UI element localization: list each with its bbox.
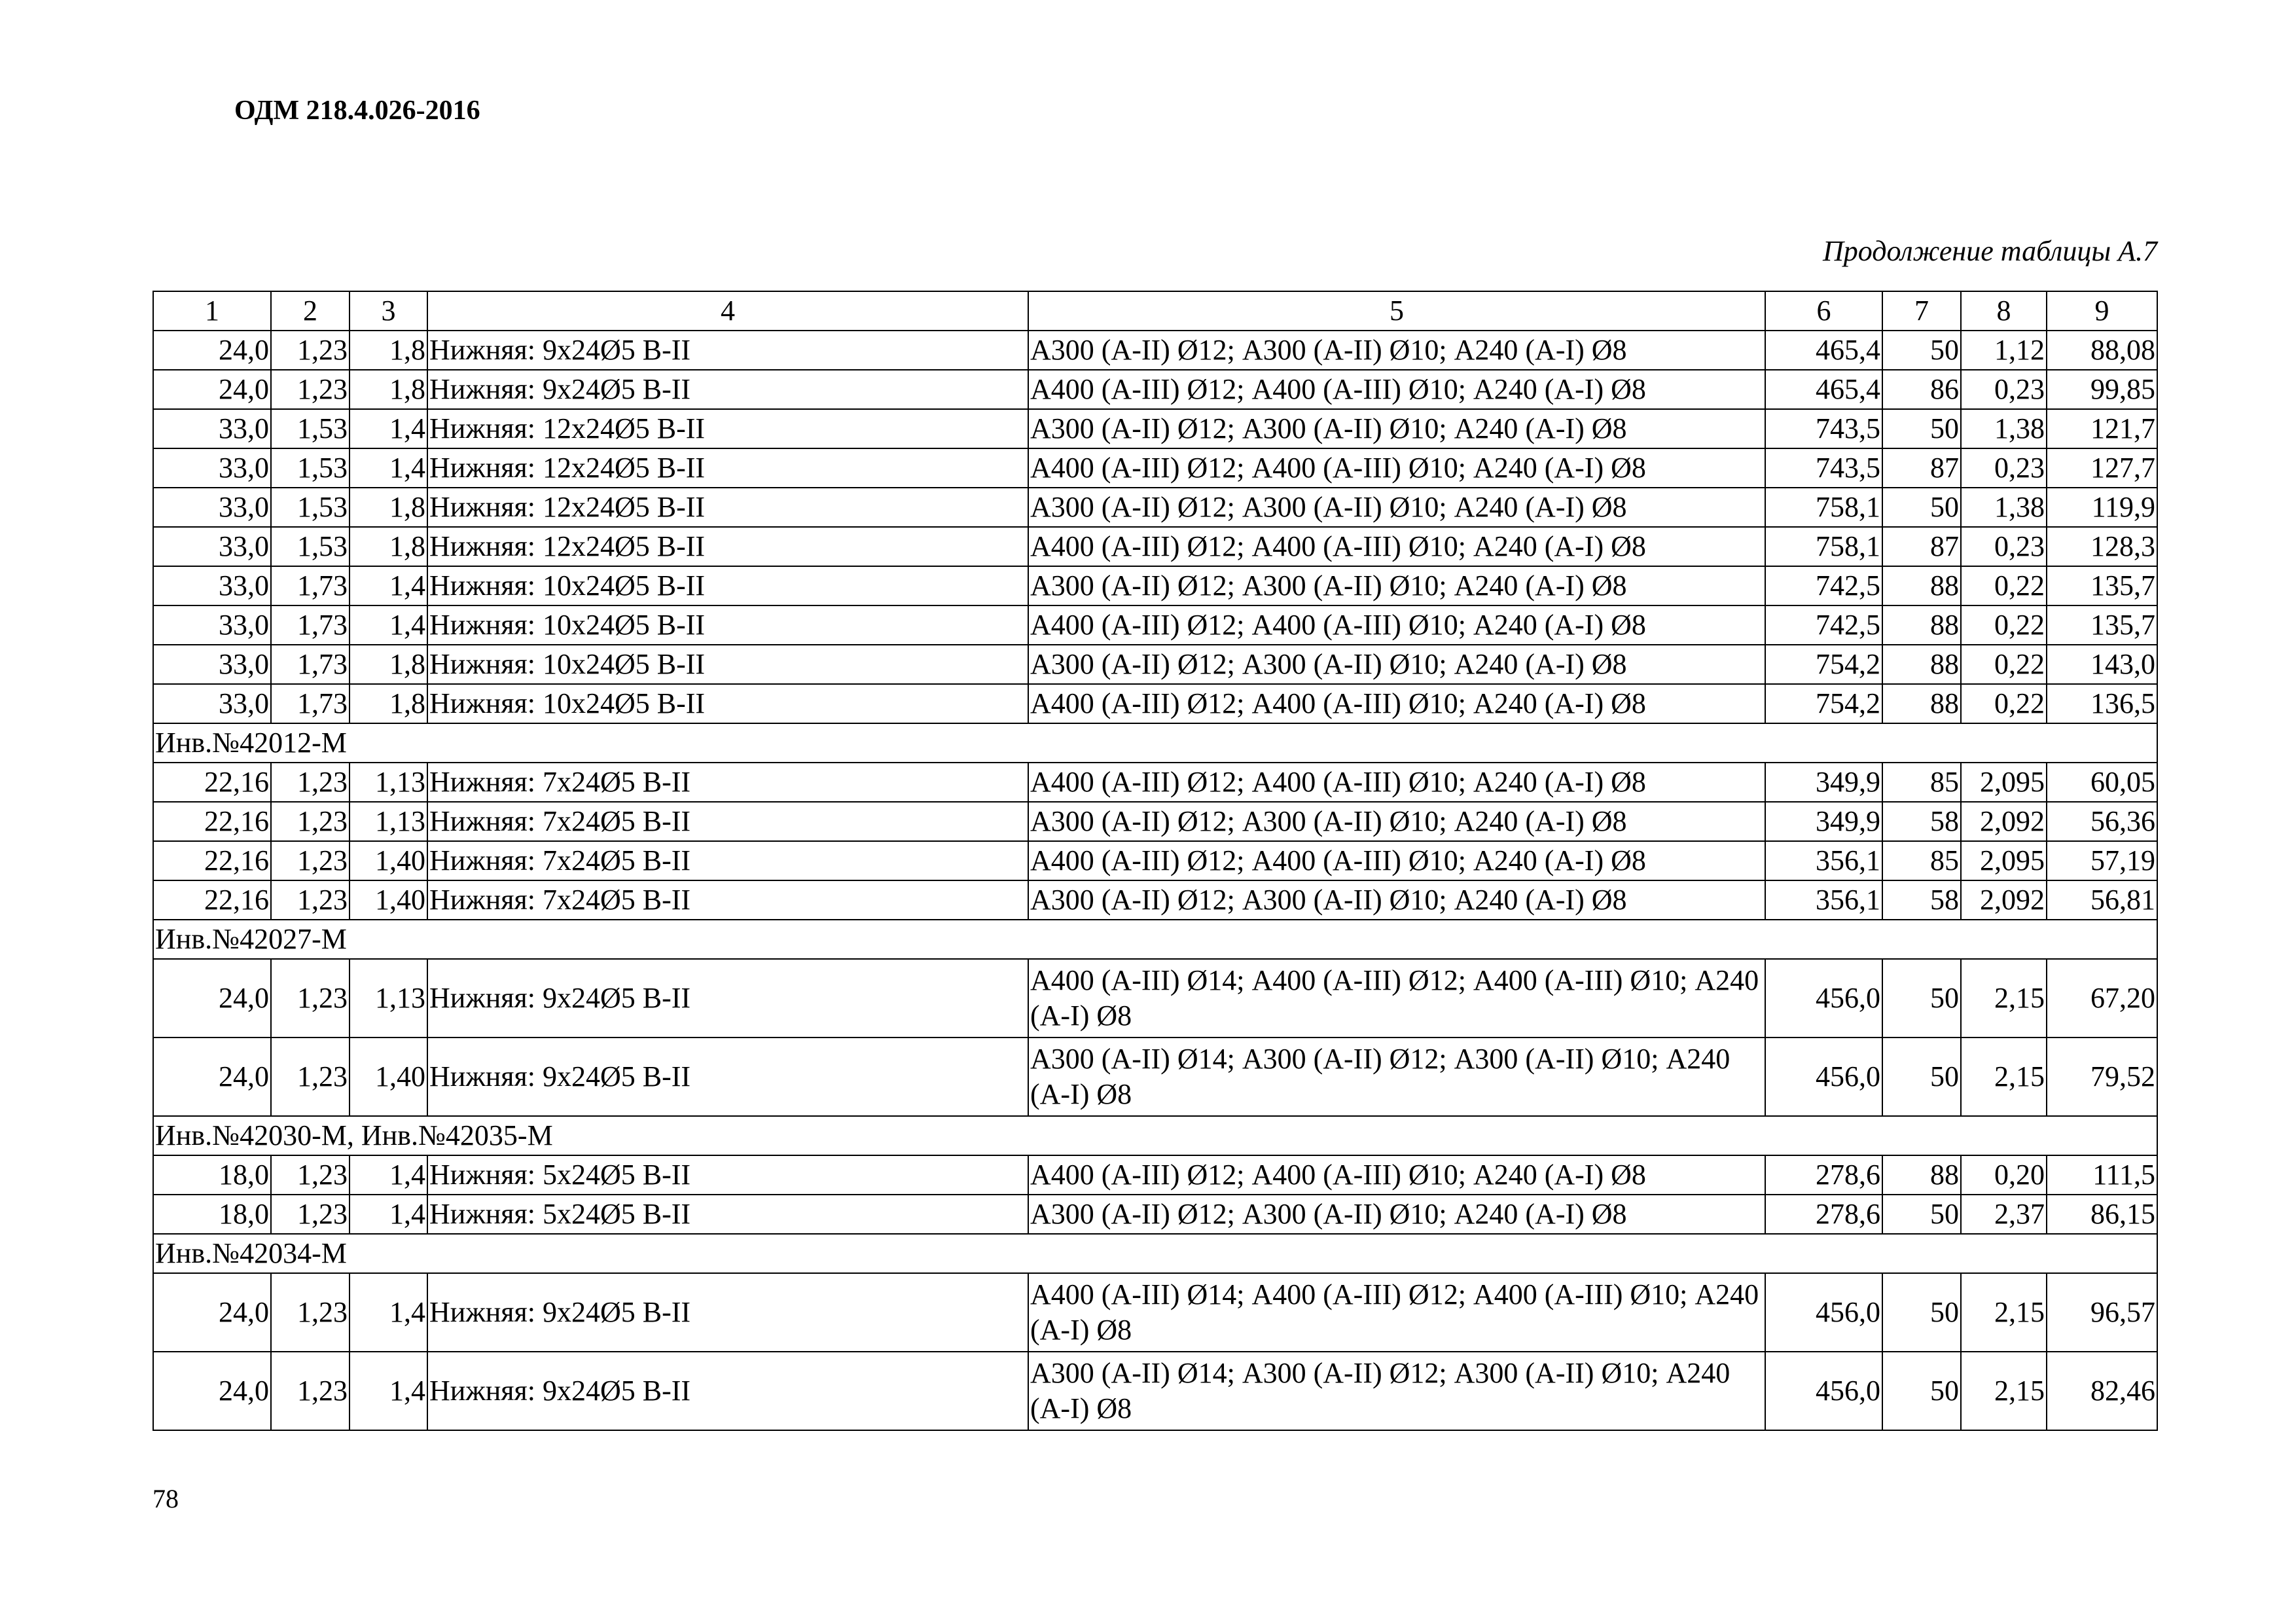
cell-span: 33,0 — [153, 645, 271, 684]
cell-bottom-reinforcement: Нижняя: 9x24Ø5 B-II — [427, 331, 1028, 370]
cell-ratio: 1,8 — [350, 684, 427, 723]
cell-value-9: 86,15 — [2047, 1195, 2157, 1234]
column-number-header: 9 — [2047, 291, 2157, 331]
cell-value-8: 1,12 — [1961, 331, 2047, 370]
cell-value-6: 743,5 — [1765, 409, 1882, 448]
table-row — [153, 605, 2157, 645]
cell-bottom-reinforcement: Нижняя: 9x24Ø5 B-II — [427, 1352, 1028, 1430]
cell-rebar-classes: А400 (А-III) Ø12; А400 (А-III) Ø10; А240 (А-I) Ø8 — [1028, 370, 1765, 409]
cell-span: 33,0 — [153, 448, 271, 488]
cell-value-6: 758,1 — [1765, 488, 1882, 527]
cell-value-7: 88 — [1882, 1155, 1961, 1195]
cell-value-8: 2,15 — [1961, 1273, 2047, 1352]
cell-rebar-classes: А400 (А-III) Ø12; А400 (А-III) Ø10; А240 (А-I) Ø8 — [1028, 841, 1765, 880]
table-row — [153, 1352, 2157, 1430]
cell-ratio: 1,13 — [350, 802, 427, 841]
cell-rebar-classes: А300 (А-II) Ø14; А300 (А-II) Ø12; А300 (А-II) Ø10; А240 (А-I) Ø8 — [1028, 1038, 1765, 1116]
cell-bottom-reinforcement: Нижняя: 9x24Ø5 B-II — [427, 1038, 1028, 1116]
cell-value-8: 0,23 — [1961, 527, 2047, 566]
cell-value-8: 2,092 — [1961, 802, 2047, 841]
cell-height: 1,23 — [271, 1195, 350, 1234]
table-row — [153, 409, 2157, 448]
cell-height: 1,53 — [271, 488, 350, 527]
cell-value-9: 56,81 — [2047, 880, 2157, 920]
cell-bottom-reinforcement: Нижняя: 12x24Ø5 B-II — [427, 488, 1028, 527]
cell-rebar-classes: А300 (А-II) Ø12; А300 (А-II) Ø10; А240 (А-I) Ø8 — [1028, 566, 1765, 605]
cell-rebar-classes: А300 (А-II) Ø12; А300 (А-II) Ø10; А240 (А-I) Ø8 — [1028, 802, 1765, 841]
cell-value-7: 50 — [1882, 409, 1961, 448]
cell-span: 33,0 — [153, 605, 271, 645]
column-number-header: 8 — [1961, 291, 2047, 331]
cell-value-8: 0,22 — [1961, 684, 2047, 723]
table-row — [153, 1273, 2157, 1352]
cell-height: 1,73 — [271, 645, 350, 684]
cell-value-8: 0,20 — [1961, 1155, 2047, 1195]
cell-ratio: 1,4 — [350, 1195, 427, 1234]
cell-value-6: 356,1 — [1765, 880, 1882, 920]
cell-height: 1,23 — [271, 331, 350, 370]
cell-bottom-reinforcement: Нижняя: 12x24Ø5 B-II — [427, 448, 1028, 488]
cell-value-6: 456,0 — [1765, 959, 1882, 1038]
cell-value-7: 86 — [1882, 370, 1961, 409]
cell-span: 33,0 — [153, 488, 271, 527]
cell-ratio: 1,40 — [350, 1038, 427, 1116]
cell-value-8: 0,22 — [1961, 605, 2047, 645]
page-number: 78 — [152, 1484, 179, 1513]
cell-value-9: 119,9 — [2047, 488, 2157, 527]
group-header-row — [153, 723, 2157, 763]
group-label: Инв.№42027-М — [153, 920, 2157, 959]
cell-value-7: 85 — [1882, 841, 1961, 880]
cell-bottom-reinforcement: Нижняя: 10x24Ø5 B-II — [427, 684, 1028, 723]
cell-value-7: 50 — [1882, 1352, 1961, 1430]
cell-value-7: 88 — [1882, 566, 1961, 605]
cell-rebar-classes: А400 (А-III) Ø12; А400 (А-III) Ø10; А240 (А-I) Ø8 — [1028, 1155, 1765, 1195]
group-label: Инв.№42012-М — [153, 723, 2157, 763]
cell-value-6: 754,2 — [1765, 684, 1882, 723]
cell-height: 1,23 — [271, 1273, 350, 1352]
cell-ratio: 1,8 — [350, 488, 427, 527]
cell-value-9: 56,36 — [2047, 802, 2157, 841]
cell-height: 1,53 — [271, 527, 350, 566]
cell-value-7: 50 — [1882, 331, 1961, 370]
cell-span: 24,0 — [153, 1038, 271, 1116]
cell-value-7: 50 — [1882, 488, 1961, 527]
cell-rebar-classes: А300 (А-II) Ø12; А300 (А-II) Ø10; А240 (А-I) Ø8 — [1028, 331, 1765, 370]
cell-ratio: 1,40 — [350, 841, 427, 880]
cell-value-8: 2,15 — [1961, 1038, 2047, 1116]
cell-value-7: 50 — [1882, 1038, 1961, 1116]
cell-rebar-classes: А400 (А-III) Ø12; А400 (А-III) Ø10; А240 (А-I) Ø8 — [1028, 527, 1765, 566]
cell-bottom-reinforcement: Нижняя: 5x24Ø5 B-II — [427, 1195, 1028, 1234]
cell-value-7: 50 — [1882, 959, 1961, 1038]
cell-ratio: 1,8 — [350, 645, 427, 684]
cell-rebar-classes: А300 (А-II) Ø12; А300 (А-II) Ø10; А240 (А-I) Ø8 — [1028, 409, 1765, 448]
table-row — [153, 448, 2157, 488]
cell-value-7: 50 — [1882, 1273, 1961, 1352]
column-number-header: 4 — [427, 291, 1028, 331]
cell-value-9: 79,52 — [2047, 1038, 2157, 1116]
table-row — [153, 1195, 2157, 1234]
cell-ratio: 1,13 — [350, 763, 427, 802]
cell-span: 18,0 — [153, 1195, 271, 1234]
cell-span: 33,0 — [153, 566, 271, 605]
cell-rebar-classes: А400 (А-III) Ø12; А400 (А-III) Ø10; А240 (А-I) Ø8 — [1028, 605, 1765, 645]
cell-span: 22,16 — [153, 841, 271, 880]
cell-ratio: 1,13 — [350, 959, 427, 1038]
group-header-row — [153, 1116, 2157, 1155]
cell-value-8: 0,22 — [1961, 566, 2047, 605]
cell-bottom-reinforcement: Нижняя: 9x24Ø5 B-II — [427, 370, 1028, 409]
cell-value-8: 2,095 — [1961, 841, 2047, 880]
cell-value-9: 127,7 — [2047, 448, 2157, 488]
cell-bottom-reinforcement: Нижняя: 7x24Ø5 B-II — [427, 763, 1028, 802]
cell-value-8: 2,092 — [1961, 880, 2047, 920]
cell-value-6: 758,1 — [1765, 527, 1882, 566]
cell-value-9: 96,57 — [2047, 1273, 2157, 1352]
cell-value-6: 349,9 — [1765, 763, 1882, 802]
cell-value-7: 87 — [1882, 448, 1961, 488]
table-body — [153, 291, 2157, 1430]
cell-value-7: 87 — [1882, 527, 1961, 566]
table-row — [153, 802, 2157, 841]
table-row — [153, 959, 2157, 1038]
cell-rebar-classes: А300 (А-II) Ø12; А300 (А-II) Ø10; А240 (А-I) Ø8 — [1028, 880, 1765, 920]
group-header-row — [153, 1234, 2157, 1273]
table-row — [153, 763, 2157, 802]
cell-value-6: 754,2 — [1765, 645, 1882, 684]
cell-value-9: 88,08 — [2047, 331, 2157, 370]
cell-value-8: 0,23 — [1961, 370, 2047, 409]
cell-span: 33,0 — [153, 527, 271, 566]
cell-value-9: 121,7 — [2047, 409, 2157, 448]
cell-value-7: 50 — [1882, 1195, 1961, 1234]
cell-ratio: 1,8 — [350, 370, 427, 409]
cell-rebar-classes: А300 (А-II) Ø12; А300 (А-II) Ø10; А240 (А-I) Ø8 — [1028, 1195, 1765, 1234]
cell-rebar-classes: А300 (А-II) Ø12; А300 (А-II) Ø10; А240 (А-I) Ø8 — [1028, 645, 1765, 684]
cell-value-9: 143,0 — [2047, 645, 2157, 684]
cell-bottom-reinforcement: Нижняя: 9x24Ø5 B-II — [427, 959, 1028, 1038]
column-number-header: 3 — [350, 291, 427, 331]
cell-value-6: 742,5 — [1765, 605, 1882, 645]
cell-height: 1,23 — [271, 802, 350, 841]
cell-value-8: 1,38 — [1961, 409, 2047, 448]
cell-height: 1,23 — [271, 763, 350, 802]
document-code: ОДМ 218.4.026-2016 — [234, 96, 480, 126]
cell-value-9: 99,85 — [2047, 370, 2157, 409]
cell-value-6: 743,5 — [1765, 448, 1882, 488]
table-row — [153, 331, 2157, 370]
group-header-row — [153, 920, 2157, 959]
cell-value-6: 349,9 — [1765, 802, 1882, 841]
cell-height: 1,73 — [271, 605, 350, 645]
table-row — [153, 566, 2157, 605]
cell-value-8: 0,23 — [1961, 448, 2047, 488]
cell-value-9: 60,05 — [2047, 763, 2157, 802]
cell-value-6: 278,6 — [1765, 1155, 1882, 1195]
cell-value-7: 85 — [1882, 763, 1961, 802]
cell-value-6: 465,4 — [1765, 370, 1882, 409]
cell-bottom-reinforcement: Нижняя: 12x24Ø5 B-II — [427, 409, 1028, 448]
cell-value-8: 2,15 — [1961, 1352, 2047, 1430]
cell-span: 24,0 — [153, 1352, 271, 1430]
column-number-header: 7 — [1882, 291, 1961, 331]
cell-height: 1,53 — [271, 409, 350, 448]
cell-value-9: 136,5 — [2047, 684, 2157, 723]
cell-height: 1,53 — [271, 448, 350, 488]
cell-value-7: 58 — [1882, 802, 1961, 841]
cell-value-9: 57,19 — [2047, 841, 2157, 880]
cell-rebar-classes: А400 (А-III) Ø12; А400 (А-III) Ø10; А240 (А-I) Ø8 — [1028, 448, 1765, 488]
cell-value-6: 465,4 — [1765, 331, 1882, 370]
cell-ratio: 1,8 — [350, 527, 427, 566]
data-table — [152, 291, 2158, 1431]
cell-value-7: 88 — [1882, 645, 1961, 684]
cell-bottom-reinforcement: Нижняя: 12x24Ø5 B-II — [427, 527, 1028, 566]
cell-ratio: 1,40 — [350, 880, 427, 920]
cell-value-6: 742,5 — [1765, 566, 1882, 605]
cell-value-9: 82,46 — [2047, 1352, 2157, 1430]
cell-span: 33,0 — [153, 684, 271, 723]
cell-value-8: 1,38 — [1961, 488, 2047, 527]
column-number-header: 5 — [1028, 291, 1765, 331]
column-number-header: 1 — [153, 291, 271, 331]
cell-height: 1,23 — [271, 1352, 350, 1430]
cell-rebar-classes: А400 (А-III) Ø12; А400 (А-III) Ø10; А240 (А-I) Ø8 — [1028, 684, 1765, 723]
cell-span: 33,0 — [153, 409, 271, 448]
cell-bottom-reinforcement: Нижняя: 10x24Ø5 B-II — [427, 566, 1028, 605]
cell-bottom-reinforcement: Нижняя: 9x24Ø5 B-II — [427, 1273, 1028, 1352]
cell-height: 1,73 — [271, 566, 350, 605]
table-row — [153, 645, 2157, 684]
cell-rebar-classes: А300 (А-II) Ø12; А300 (А-II) Ø10; А240 (А-I) Ø8 — [1028, 488, 1765, 527]
cell-value-9: 135,7 — [2047, 605, 2157, 645]
cell-value-9: 67,20 — [2047, 959, 2157, 1038]
cell-ratio: 1,4 — [350, 566, 427, 605]
cell-value-8: 0,22 — [1961, 645, 2047, 684]
cell-height: 1,23 — [271, 370, 350, 409]
table-row — [153, 1155, 2157, 1195]
cell-span: 24,0 — [153, 1273, 271, 1352]
cell-span: 18,0 — [153, 1155, 271, 1195]
group-label: Инв.№42030-М, Инв.№42035-М — [153, 1116, 2157, 1155]
cell-bottom-reinforcement: Нижняя: 7x24Ø5 B-II — [427, 841, 1028, 880]
table-row — [153, 527, 2157, 566]
table-row — [153, 880, 2157, 920]
cell-bottom-reinforcement: Нижняя: 10x24Ø5 B-II — [427, 645, 1028, 684]
cell-height: 1,23 — [271, 841, 350, 880]
cell-value-9: 128,3 — [2047, 527, 2157, 566]
table-row — [153, 488, 2157, 527]
cell-ratio: 1,4 — [350, 605, 427, 645]
cell-value-6: 278,6 — [1765, 1195, 1882, 1234]
cell-value-7: 58 — [1882, 880, 1961, 920]
cell-bottom-reinforcement: Нижняя: 10x24Ø5 B-II — [427, 605, 1028, 645]
cell-value-6: 356,1 — [1765, 841, 1882, 880]
cell-height: 1,23 — [271, 959, 350, 1038]
table-row — [153, 684, 2157, 723]
cell-ratio: 1,4 — [350, 448, 427, 488]
cell-rebar-classes: А400 (А-III) Ø14; А400 (А-III) Ø12; А400 (А-III) Ø10; А240 (А-I) Ø8 — [1028, 1273, 1765, 1352]
cell-ratio: 1,4 — [350, 409, 427, 448]
group-label: Инв.№42034-М — [153, 1234, 2157, 1273]
cell-height: 1,23 — [271, 1038, 350, 1116]
cell-ratio: 1,4 — [350, 1155, 427, 1195]
table-row — [153, 841, 2157, 880]
cell-span: 22,16 — [153, 802, 271, 841]
cell-bottom-reinforcement: Нижняя: 7x24Ø5 B-II — [427, 802, 1028, 841]
cell-rebar-classes: А300 (А-II) Ø14; А300 (А-II) Ø12; А300 (А-II) Ø10; А240 (А-I) Ø8 — [1028, 1352, 1765, 1430]
column-number-header: 6 — [1765, 291, 1882, 331]
cell-value-8: 2,095 — [1961, 763, 2047, 802]
cell-value-9: 111,5 — [2047, 1155, 2157, 1195]
cell-height: 1,23 — [271, 880, 350, 920]
cell-span: 24,0 — [153, 959, 271, 1038]
cell-span: 24,0 — [153, 331, 271, 370]
cell-span: 24,0 — [153, 370, 271, 409]
cell-bottom-reinforcement: Нижняя: 7x24Ø5 B-II — [427, 880, 1028, 920]
cell-value-7: 88 — [1882, 605, 1961, 645]
cell-value-9: 135,7 — [2047, 566, 2157, 605]
cell-value-6: 456,0 — [1765, 1038, 1882, 1116]
cell-height: 1,73 — [271, 684, 350, 723]
cell-ratio: 1,8 — [350, 331, 427, 370]
cell-span: 22,16 — [153, 763, 271, 802]
cell-span: 22,16 — [153, 880, 271, 920]
cell-value-8: 2,15 — [1961, 959, 2047, 1038]
cell-value-8: 2,37 — [1961, 1195, 2047, 1234]
cell-bottom-reinforcement: Нижняя: 5x24Ø5 B-II — [427, 1155, 1028, 1195]
cell-height: 1,23 — [271, 1155, 350, 1195]
cell-ratio: 1,4 — [350, 1273, 427, 1352]
table-row — [153, 1038, 2157, 1116]
table-row — [153, 370, 2157, 409]
table-header-row — [153, 291, 2157, 331]
cell-value-7: 88 — [1882, 684, 1961, 723]
table-continuation-caption: Продолжение таблицы А.7 — [1823, 235, 2157, 267]
column-number-header: 2 — [271, 291, 350, 331]
cell-value-6: 456,0 — [1765, 1352, 1882, 1430]
cell-rebar-classes: А400 (А-III) Ø14; А400 (А-III) Ø12; А400 (А-III) Ø10; А240 (А-I) Ø8 — [1028, 959, 1765, 1038]
cell-ratio: 1,4 — [350, 1352, 427, 1430]
cell-rebar-classes: А400 (А-III) Ø12; А400 (А-III) Ø10; А240 (А-I) Ø8 — [1028, 763, 1765, 802]
cell-value-6: 456,0 — [1765, 1273, 1882, 1352]
